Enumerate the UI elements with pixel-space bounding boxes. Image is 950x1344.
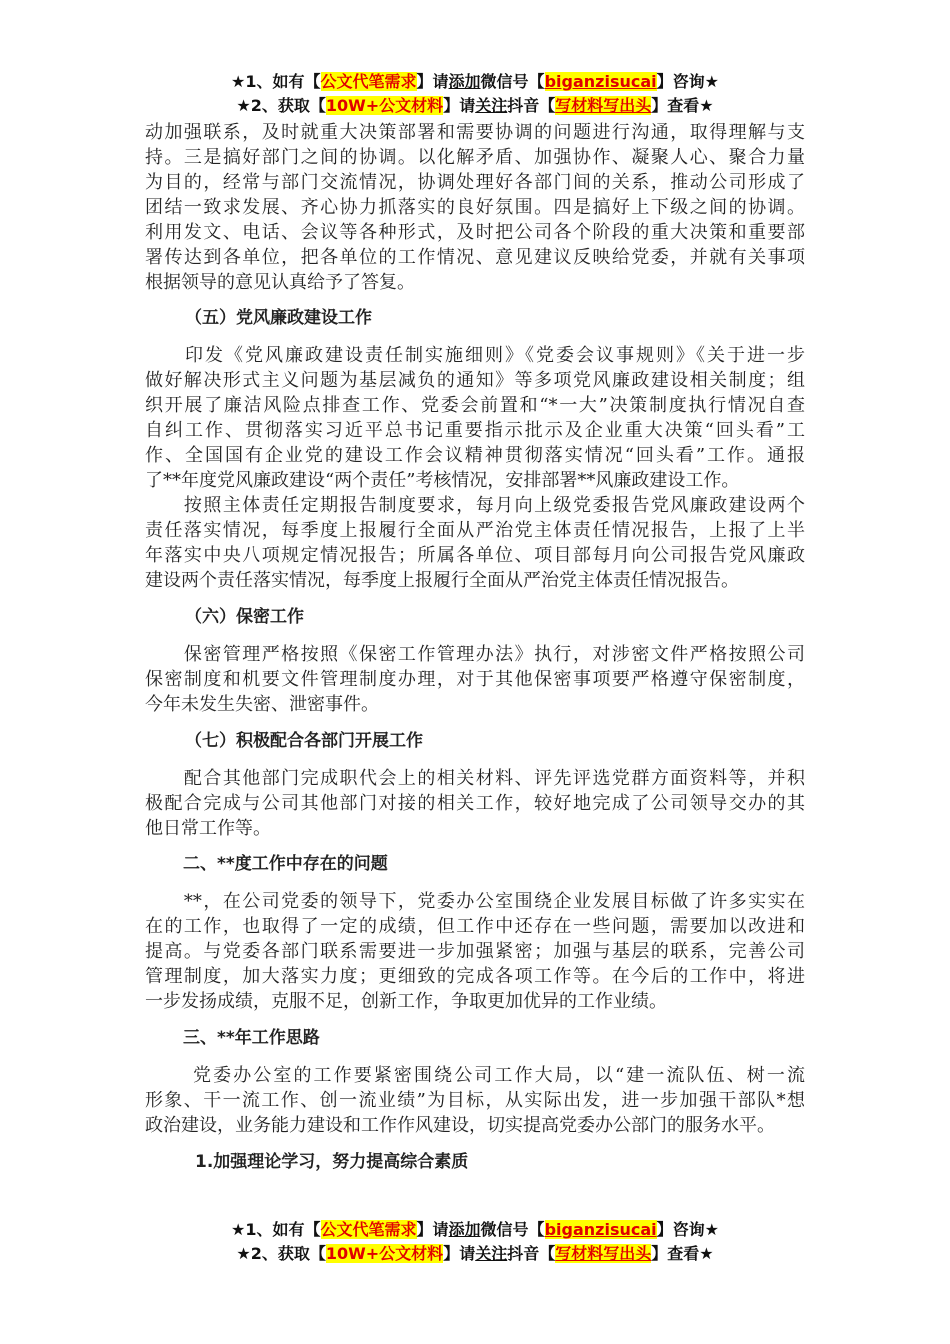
text-line: 保密管理严格按照《保密工作管理办法》执行，对涉密文件严格按照公司 — [145, 644, 805, 665]
ad-banner-bottom — [0, 1218, 950, 1266]
text-line: 自纠工作、贯彻落实习近平总书记重要指示批示及企业重大决策“回头看”工 — [145, 420, 805, 441]
ad-text: 】请 — [443, 96, 476, 115]
text-line: 为目的，经常与部门交流情况，协调处理好各部门间的关系，推动公司形成了 — [145, 172, 805, 193]
ad-text: 】咨询★ — [656, 1220, 719, 1239]
text-line: 持。三是搞好部门之间的协调。以化解矛盾、加强协作、凝聚人心、聚合力量 — [145, 147, 805, 168]
ad-text: 微信号【 — [480, 72, 545, 91]
text-line: 管理制度，加大落实力度；更细致的完成各项工作等。在今后的工作中，将进 — [145, 966, 805, 987]
ad-highlight: biganzisucai — [544, 1220, 657, 1239]
ad-underline: 添加 — [448, 72, 481, 91]
ad-text: ★1、如有【 — [231, 72, 321, 91]
ad-highlight: 公文代笔需求 — [320, 72, 417, 91]
ad-text: ★2、获取【 — [236, 1244, 326, 1263]
text-line: 作、全国国有企业党的建设工作会议精神贯彻落实情况“回头看”工作。通报 — [145, 445, 805, 466]
text-line: 一步发扬成绩，克服不足，创新工作，争取更加优异的工作业绩。 — [145, 991, 667, 1012]
text-line: 署传达到各单位，把各单位的工作情况、意见建议反映给党委，并就有关事项 — [145, 247, 805, 268]
ad-text: 】请 — [416, 72, 449, 91]
ad-text: 】请 — [416, 1220, 449, 1239]
text-line: 形象、干一流工作、创一流业绩”为目标，从实际出发，进一步加强干部队*想 — [145, 1090, 805, 1111]
ad-text: ★1、如有【 — [231, 1220, 321, 1239]
heading-5: （五）党风廉政建设工作 — [185, 308, 372, 328]
ad-text: ★2、获取【 — [236, 96, 326, 115]
ad-underline: 关注 — [475, 96, 508, 115]
ad-highlight: 10W+公文材料 — [325, 96, 444, 115]
ad-highlight: 写材料写出头 — [555, 96, 652, 115]
text-line: 配合其他部门完成职代会上的相关材料、评先评选党群方面资料等，并积 — [145, 768, 805, 789]
text-line: 做好解决形式主义问题为基层减负的通知》等多项党风廉政建设相关制度；组 — [145, 370, 805, 391]
ad-highlight: biganzisucai — [544, 72, 657, 91]
ad-highlight: 10W+公文材料 — [325, 1244, 444, 1263]
ad-underline: 添加 — [448, 1220, 481, 1239]
ad-text: 】查看★ — [651, 96, 714, 115]
paragraph-problems — [145, 889, 805, 1014]
paragraph-integrity-2 — [145, 493, 805, 593]
text-line: 织开展了廉洁风险点排查工作、党委会前置和“*一大”决策制度执行情况自查 — [145, 395, 805, 416]
heading-6: （六）保密工作 — [185, 607, 304, 627]
text-line: 保密制度和机要文件管理制度办理，对于其他保密事项要严格遵守保密制度， — [145, 669, 805, 690]
ad-text: 抖音【 — [507, 1244, 556, 1263]
heading-7: （七）积极配合各部门开展工作 — [185, 731, 423, 751]
text-line: 根据领导的意见认真给予了答复。 — [145, 272, 415, 293]
text-line: 建设两个责任落实情况，每季度上报履行全面从严治党主体责任情况报告。 — [145, 570, 739, 591]
ad-line-1 — [0, 1218, 950, 1242]
text-line: 印发《党风廉政建设责任制实施细则》《党委会议事规则》《关于进一步 — [145, 345, 805, 366]
ad-text: 】请 — [443, 1244, 476, 1263]
text-line: 极配合完成与公司其他部门对接的相关工作，较好地完成了公司领导交办的其 — [145, 793, 805, 814]
ad-text: 】查看★ — [651, 1244, 714, 1263]
paragraph-coordination — [145, 120, 805, 295]
text-line: 利用发文、电话、会议等各种形式，及时把公司各个阶段的重大决策和重要部 — [145, 222, 805, 243]
ad-highlight: 公文代笔需求 — [320, 1220, 417, 1239]
ad-line-1 — [0, 70, 950, 94]
ad-text: 抖音【 — [507, 96, 556, 115]
paragraph-integrity-1 — [145, 343, 805, 493]
ad-line-2 — [0, 94, 950, 118]
text-line: 团结一致求发展、齐心协力抓落实的良好氛围。四是搞好上下级之间的协调。 — [145, 197, 805, 218]
text-line: 政治建设，业务能力建设和工作作风建设，切实提高党委办公部门的服务水平。 — [145, 1115, 775, 1136]
text-line: 了**年度党风廉政建设“两个责任”考核情况，安排部署**风廉政建设工作。 — [145, 470, 740, 491]
paragraph-cooperation — [145, 766, 805, 841]
text-line: **，在公司党委的领导下，党委办公室围绕企业发展目标做了许多实实在 — [145, 891, 805, 912]
heading-plan: 三、**年工作思路 — [183, 1028, 320, 1048]
text-line: 动加强联系，及时就重大决策部署和需要协调的问题进行沟通，取得理解与支 — [145, 122, 805, 143]
text-line: 在的工作，也取得了一定的成绩，但工作中还存在一些问题，需要加以改进和 — [145, 916, 805, 937]
paragraph-confidentiality — [145, 642, 805, 717]
ad-banner-top — [0, 70, 950, 118]
paragraph-plan — [145, 1063, 805, 1138]
text-line: 今年未发生失密、泄密事件。 — [145, 694, 379, 715]
ad-underline: 关注 — [475, 1244, 508, 1263]
text-line: 责任落实情况，每季度上报履行全面从严治党主体责任情况报告，上报了上半 — [145, 520, 805, 541]
ad-text: 微信号【 — [480, 1220, 545, 1239]
text-line: 党委办公室的工作要紧密围绕公司工作大局，以“建一流队伍、树一流 — [145, 1065, 805, 1086]
text-line: 年落实中央八项规定情况报告；所属各单位、项目部每月向公司报告党风廉政 — [145, 545, 805, 566]
text-line: 他日常工作等。 — [145, 818, 271, 839]
ad-text: 】咨询★ — [656, 72, 719, 91]
ad-line-2 — [0, 1242, 950, 1266]
ad-highlight: 写材料写出头 — [555, 1244, 652, 1263]
text-line: 按照主体责任定期报告制度要求，每月向上级党委报告党风廉政建设两个 — [145, 495, 805, 516]
heading-plan-1: 1.加强理论学习，努力提高综合素质 — [195, 1152, 469, 1172]
heading-problems: 二、**度工作中存在的问题 — [183, 854, 388, 874]
text-line: 提高。与党委各部门联系需要进一步加强紧密；加强与基层的联系，完善公司 — [145, 941, 805, 962]
